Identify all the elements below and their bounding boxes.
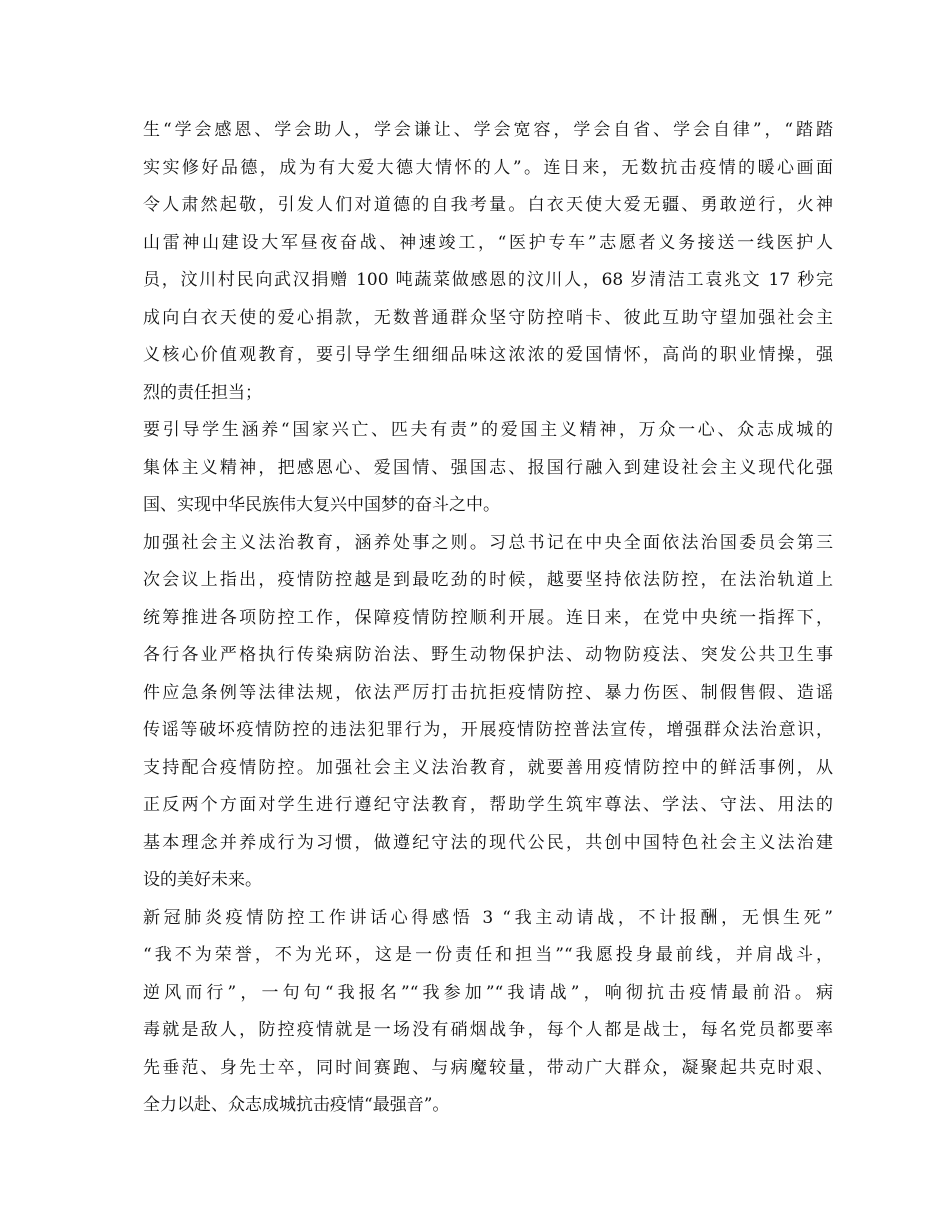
text-line: 毒就是敌人，防控疫情就是一场没有硝烟战争，每个人都是战士，每名党员都要率 — [143, 1020, 833, 1040]
text-line: 新冠肺炎疫情防控工作讲话心得感悟 3 “我主动请战，不计报酬，无惧生死” — [143, 907, 833, 928]
text-line: 逆风而行”，一句句“我报名”“我参加”“我请战”，响彻抗击疫情最前沿。病 — [143, 982, 833, 1003]
text-line: 烈的责任担当； — [143, 382, 262, 403]
text-line: 山雷神山建设大军昼夜奋战、神速竣工，“医护专车”志愿者义务接送一线医护人 — [143, 232, 833, 253]
text-line: 件应急条例等法律法规，依法严厉打击抗拒疫情防控、暴力伤医、制假售假、造谣 — [143, 682, 833, 703]
text-line: 生“学会感恩、学会助人，学会谦让、学会宽容，学会自省、学会自律”，“踏踏 — [143, 120, 833, 140]
document-body — [143, 112, 833, 1125]
text-line: “我不为荣誉，不为光环，这是一份责任和担当”“我愿投身最前线，并肩战斗， — [143, 945, 833, 965]
text-line: 集体主义精神，把感恩心、爱国情、强国志、报国行融入到建设社会主义现代化强 — [143, 457, 833, 478]
text-line: 次会议上指出，疫情防控越是到最吃劲的时候，越要坚持依法防控，在法治轨道上 — [143, 570, 833, 590]
text-line: 支持配合疫情防控。加强社会主义法治教育，就要善用疫情防控中的鲜活事例，从 — [143, 757, 833, 778]
text-line: 加强社会主义法治教育，涵养处事之则。习总书记在中央全面依法治国委员会第三 — [143, 532, 833, 553]
text-line: 先垂范、身先士卒，同时间赛跑、与病魔较量，带动广大群众，凝聚起共克时艰、 — [143, 1057, 833, 1078]
text-line: 各行各业严格执行传染病防治法、野生动物保护法、动物防疫法、突发公共卫生事 — [143, 645, 833, 665]
text-line: 全力以赴、众志成城抗击疫情“最强音”。 — [143, 1095, 450, 1115]
text-line: 令人肃然起敬，引发人们对道德的自我考量。白衣天使大爱无疆、勇敢逆行，火神 — [143, 195, 833, 215]
text-line: 义核心价值观教育，要引导学生细细品味这浓浓的爱国情怀，高尚的职业情操，强 — [143, 345, 833, 365]
text-line: 设的美好未来。 — [143, 870, 262, 890]
text-line: 正反两个方面对学生进行遵纪守法教育，帮助学生筑牢尊法、学法、守法、用法的 — [143, 795, 833, 815]
text-line: 成向白衣天使的爱心捐款，无数普通群众坚守防控哨卡、彼此互助守望加强社会主 — [143, 307, 833, 328]
text-line: 实实修好品德，成为有大爱大德大情怀的人”。连日来，无数抗击疫情的暖心画面 — [143, 157, 833, 178]
text-line: 统筹推进各项防控工作，保障疫情防控顺利开展。连日来，在党中央统一指挥下， — [143, 607, 833, 628]
text-line: 员，汶川村民向武汉捐赠 100 吨蔬菜做感恩的汶川人，68 岁清洁工袁兆文 17 秒完 — [143, 270, 833, 290]
text-line: 基本理念并养成行为习惯，做遵纪守法的现代公民，共创中国特色社会主义法治建 — [143, 832, 833, 853]
text-line: 国、实现中华民族伟大复兴中国梦的奋斗之中。 — [143, 495, 500, 515]
text-line: 传谣等破坏疫情防控的违法犯罪行为，开展疫情防控普法宣传，增强群众法治意识， — [143, 720, 833, 740]
text-line: 要引导学生涵养“国家兴亡、匹夫有责”的爱国主义精神，万众一心、众志成城的 — [143, 420, 833, 440]
